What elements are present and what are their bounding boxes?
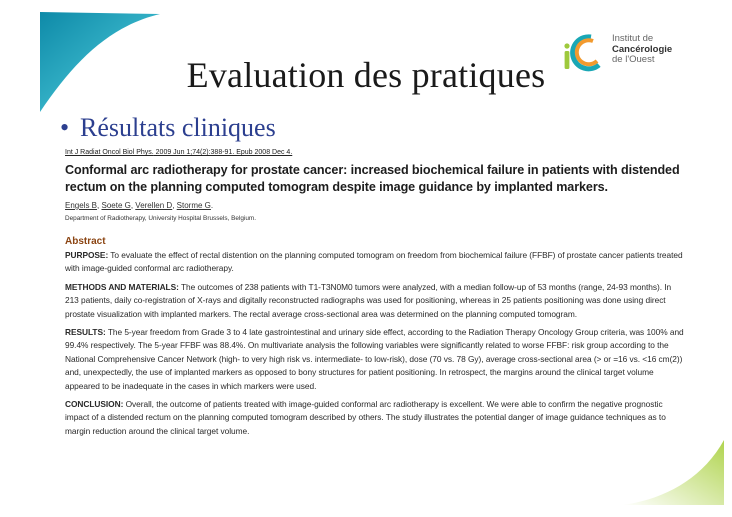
author-list: Engels B, Soete G, Verellen D, Storme G. xyxy=(65,201,214,210)
citation xyxy=(65,149,685,156)
journal-link[interactable]: Int J Radiat Oncol Biol Phys. xyxy=(65,149,154,156)
abstract-results xyxy=(65,326,685,393)
logo-line-2: Cancérologie xyxy=(612,43,673,55)
section-text: The outcomes of 238 patients with T1-T3N0M0 tumors were analyzed, with a median follow-up of 53 months (range, 24-93 months). In 213 patients, daily co-registration of X-rays and digitally reconstructed radiographs was used for positioning, whereas in 25 patients positioning was done using direct prostate visualization with implanted markers. The rectal average cross-sectional area was determined on the planning computed tomogram. xyxy=(65,281,672,319)
author-link[interactable]: Soete G xyxy=(101,201,131,210)
author-link[interactable]: Verellen D xyxy=(135,201,173,210)
abstract-methods xyxy=(65,281,685,321)
paper-excerpt xyxy=(65,149,685,438)
abstract-purpose xyxy=(65,249,685,276)
section-label: PURPOSE: xyxy=(65,250,109,260)
logo-line-3: de l'Ouest xyxy=(612,54,655,65)
section-text: The 5-year freedom from Grade 3 to 4 late gastrointestinal and urinary side effect, according to the Radiation Therapy Oncology Group criteria, was 100% and 99.4% respectively. The 5-year FFBF was 88.4%. On multivariate analysis the following variables were significantly related to worse FFBF: risk group according to the National Comprehensive Cancer Network (high- to very high risk vs. intermediate- to low-risk), dose (70 vs. 78 Gy), average cross-sectional area (> or =16 vs. <16 cm(2)) and, unexpectedly, the use of implanted markers as opposed to bony structures for patient positioning. In retrospect, the margins around the clinical target volume appeared to be inadequate in the cases in which markers were used. xyxy=(65,327,684,391)
paper-title: Conformal arc radiotherapy for prostate cancer: increased biochemical failure in patients with distended rectum on the planning computed tomogram despite image guidance by implanted markers. xyxy=(65,163,680,194)
abstract-heading: Abstract xyxy=(65,236,106,247)
author-link[interactable]: Engels B xyxy=(65,201,98,210)
section-text: Overall, the outcome of patients treated with image-guided conformal arc radiotherapy is excellent. We were able to confirm the negative prognostic impact of a distended rectum on the planning computed tomogram described by others. The study illustrates the potential danger of image guidance techniques as to margin reduction around the clinical target volume. xyxy=(65,399,666,436)
logo-line-1: Institut de xyxy=(612,33,654,44)
bullet-text: Résultats cliniques xyxy=(80,113,276,142)
abstract-conclusion xyxy=(65,398,685,438)
section-label: METHODS AND MATERIALS: xyxy=(65,281,179,292)
bullet-item xyxy=(60,113,276,143)
affiliation: Department of Radiotherapy, University Hospital Brussels, Belgium. xyxy=(65,215,256,222)
section-label: CONCLUSION: xyxy=(65,399,124,410)
section-label: RESULTS: xyxy=(65,327,106,338)
section-text: To evaluate the effect of rectal distention on the planning computed tomogram on freedom from biochemical failure (FFBF) of prostate cancer patients treated with image-guided conformal arc radiotherapy. xyxy=(65,250,683,274)
bullet-dot: • xyxy=(60,113,70,142)
slide-title: Evaluation des pratiques xyxy=(186,55,546,95)
author-link[interactable]: Storme G xyxy=(176,201,211,210)
citation-details: 2009 Jun 1;74(2):388-91. Epub 2008 Dec 4. xyxy=(153,149,293,156)
